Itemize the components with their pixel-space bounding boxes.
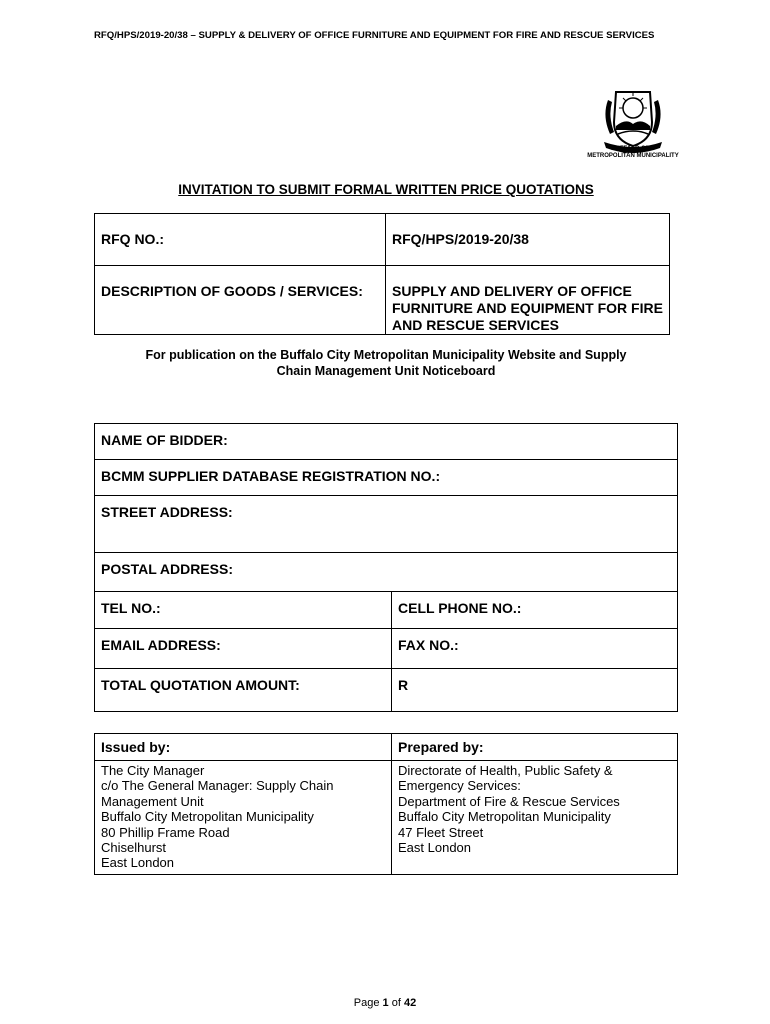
issued-by-heading: Issued by:: [95, 734, 392, 761]
page-number: 1: [382, 997, 389, 1009]
page-total: 42: [403, 997, 417, 1009]
issued-line: 80 Phillip Frame Road: [101, 824, 230, 840]
email-address-field[interactable]: EMAIL ADDRESS:: [95, 629, 392, 669]
bidder-name-field[interactable]: NAME OF BIDDER:: [95, 424, 678, 460]
fax-no-field[interactable]: FAX NO.:: [392, 629, 678, 669]
prepared-line: Directorate of Health, Public Safety &: [398, 763, 613, 778]
registration-no-field[interactable]: BCMM SUPPLIER DATABASE REGISTRATION NO.:: [95, 460, 678, 496]
logo-caption-line1: BUFFALO CITY: [611, 146, 655, 152]
issued-by-address: [95, 761, 392, 875]
rfq-no-value: RFQ/HPS/2019-20/38: [386, 214, 670, 266]
logo-caption: [586, 146, 680, 160]
running-header: RFQ/HPS/2019-20/38 – SUPPLY & DELIVERY OF OFFICE FURNITURE AND EQUIPMENT FOR FIRE AND RESCUE SERVICES: [94, 30, 655, 41]
rfq-details-table: [94, 213, 670, 335]
prepared-line: East London: [398, 840, 472, 856]
bidder-details-table: [94, 423, 678, 712]
prepared-by-address: [392, 761, 678, 875]
description-value: SUPPLY AND DELIVERY OF OFFICE FURNITURE AND EQUIPMENT FOR FIRE AND RESCUE SERVICES: [386, 266, 670, 335]
document-title: INVITATION TO SUBMIT FORMAL WRITTEN PRICE QUOTATIONS: [178, 182, 594, 197]
total-quotation-amount-field[interactable]: R: [392, 669, 678, 712]
publication-line1: For publication on the Buffalo City Metropolitan Municipality Website and Supply: [145, 348, 627, 362]
cell-phone-field[interactable]: CELL PHONE NO.:: [392, 592, 678, 629]
issued-line: The City Manager: [101, 763, 205, 778]
page-footer: [0, 997, 770, 1009]
description-label: DESCRIPTION OF GOODS / SERVICES:: [95, 266, 386, 335]
prepared-line: 47 Fleet Street: [398, 824, 484, 840]
issued-line: c/o The General Manager: Supply Chain: [101, 778, 334, 794]
issued-line: Chiselhurst: [101, 840, 167, 856]
logo-caption-line2: METROPOLITAN MUNICIPALITY: [587, 153, 679, 159]
issued-line: East London: [101, 855, 175, 871]
issuer-table: [94, 733, 678, 875]
page-word: Page: [353, 997, 380, 1009]
prepared-line: Buffalo City Metropolitan Municipality: [398, 809, 611, 825]
publication-line2: Chain Management Unit Noticeboard: [276, 364, 496, 378]
street-address-field[interactable]: STREET ADDRESS:: [95, 496, 678, 553]
total-quotation-label: TOTAL QUOTATION AMOUNT:: [95, 669, 392, 712]
prepared-line: Department of Fire & Rescue Services: [398, 793, 620, 809]
postal-address-field[interactable]: POSTAL ADDRESS:: [95, 553, 678, 592]
of-word: of: [391, 997, 401, 1009]
publication-note: [94, 347, 678, 379]
issued-line: Management Unit: [101, 793, 204, 809]
prepared-by-heading: Prepared by:: [392, 734, 678, 761]
tel-no-field[interactable]: TEL NO.:: [95, 592, 392, 629]
issued-line: Buffalo City Metropolitan Municipality: [101, 809, 314, 825]
rfq-no-label: RFQ NO.:: [95, 214, 386, 266]
prepared-line: Emergency Services:: [398, 778, 521, 794]
